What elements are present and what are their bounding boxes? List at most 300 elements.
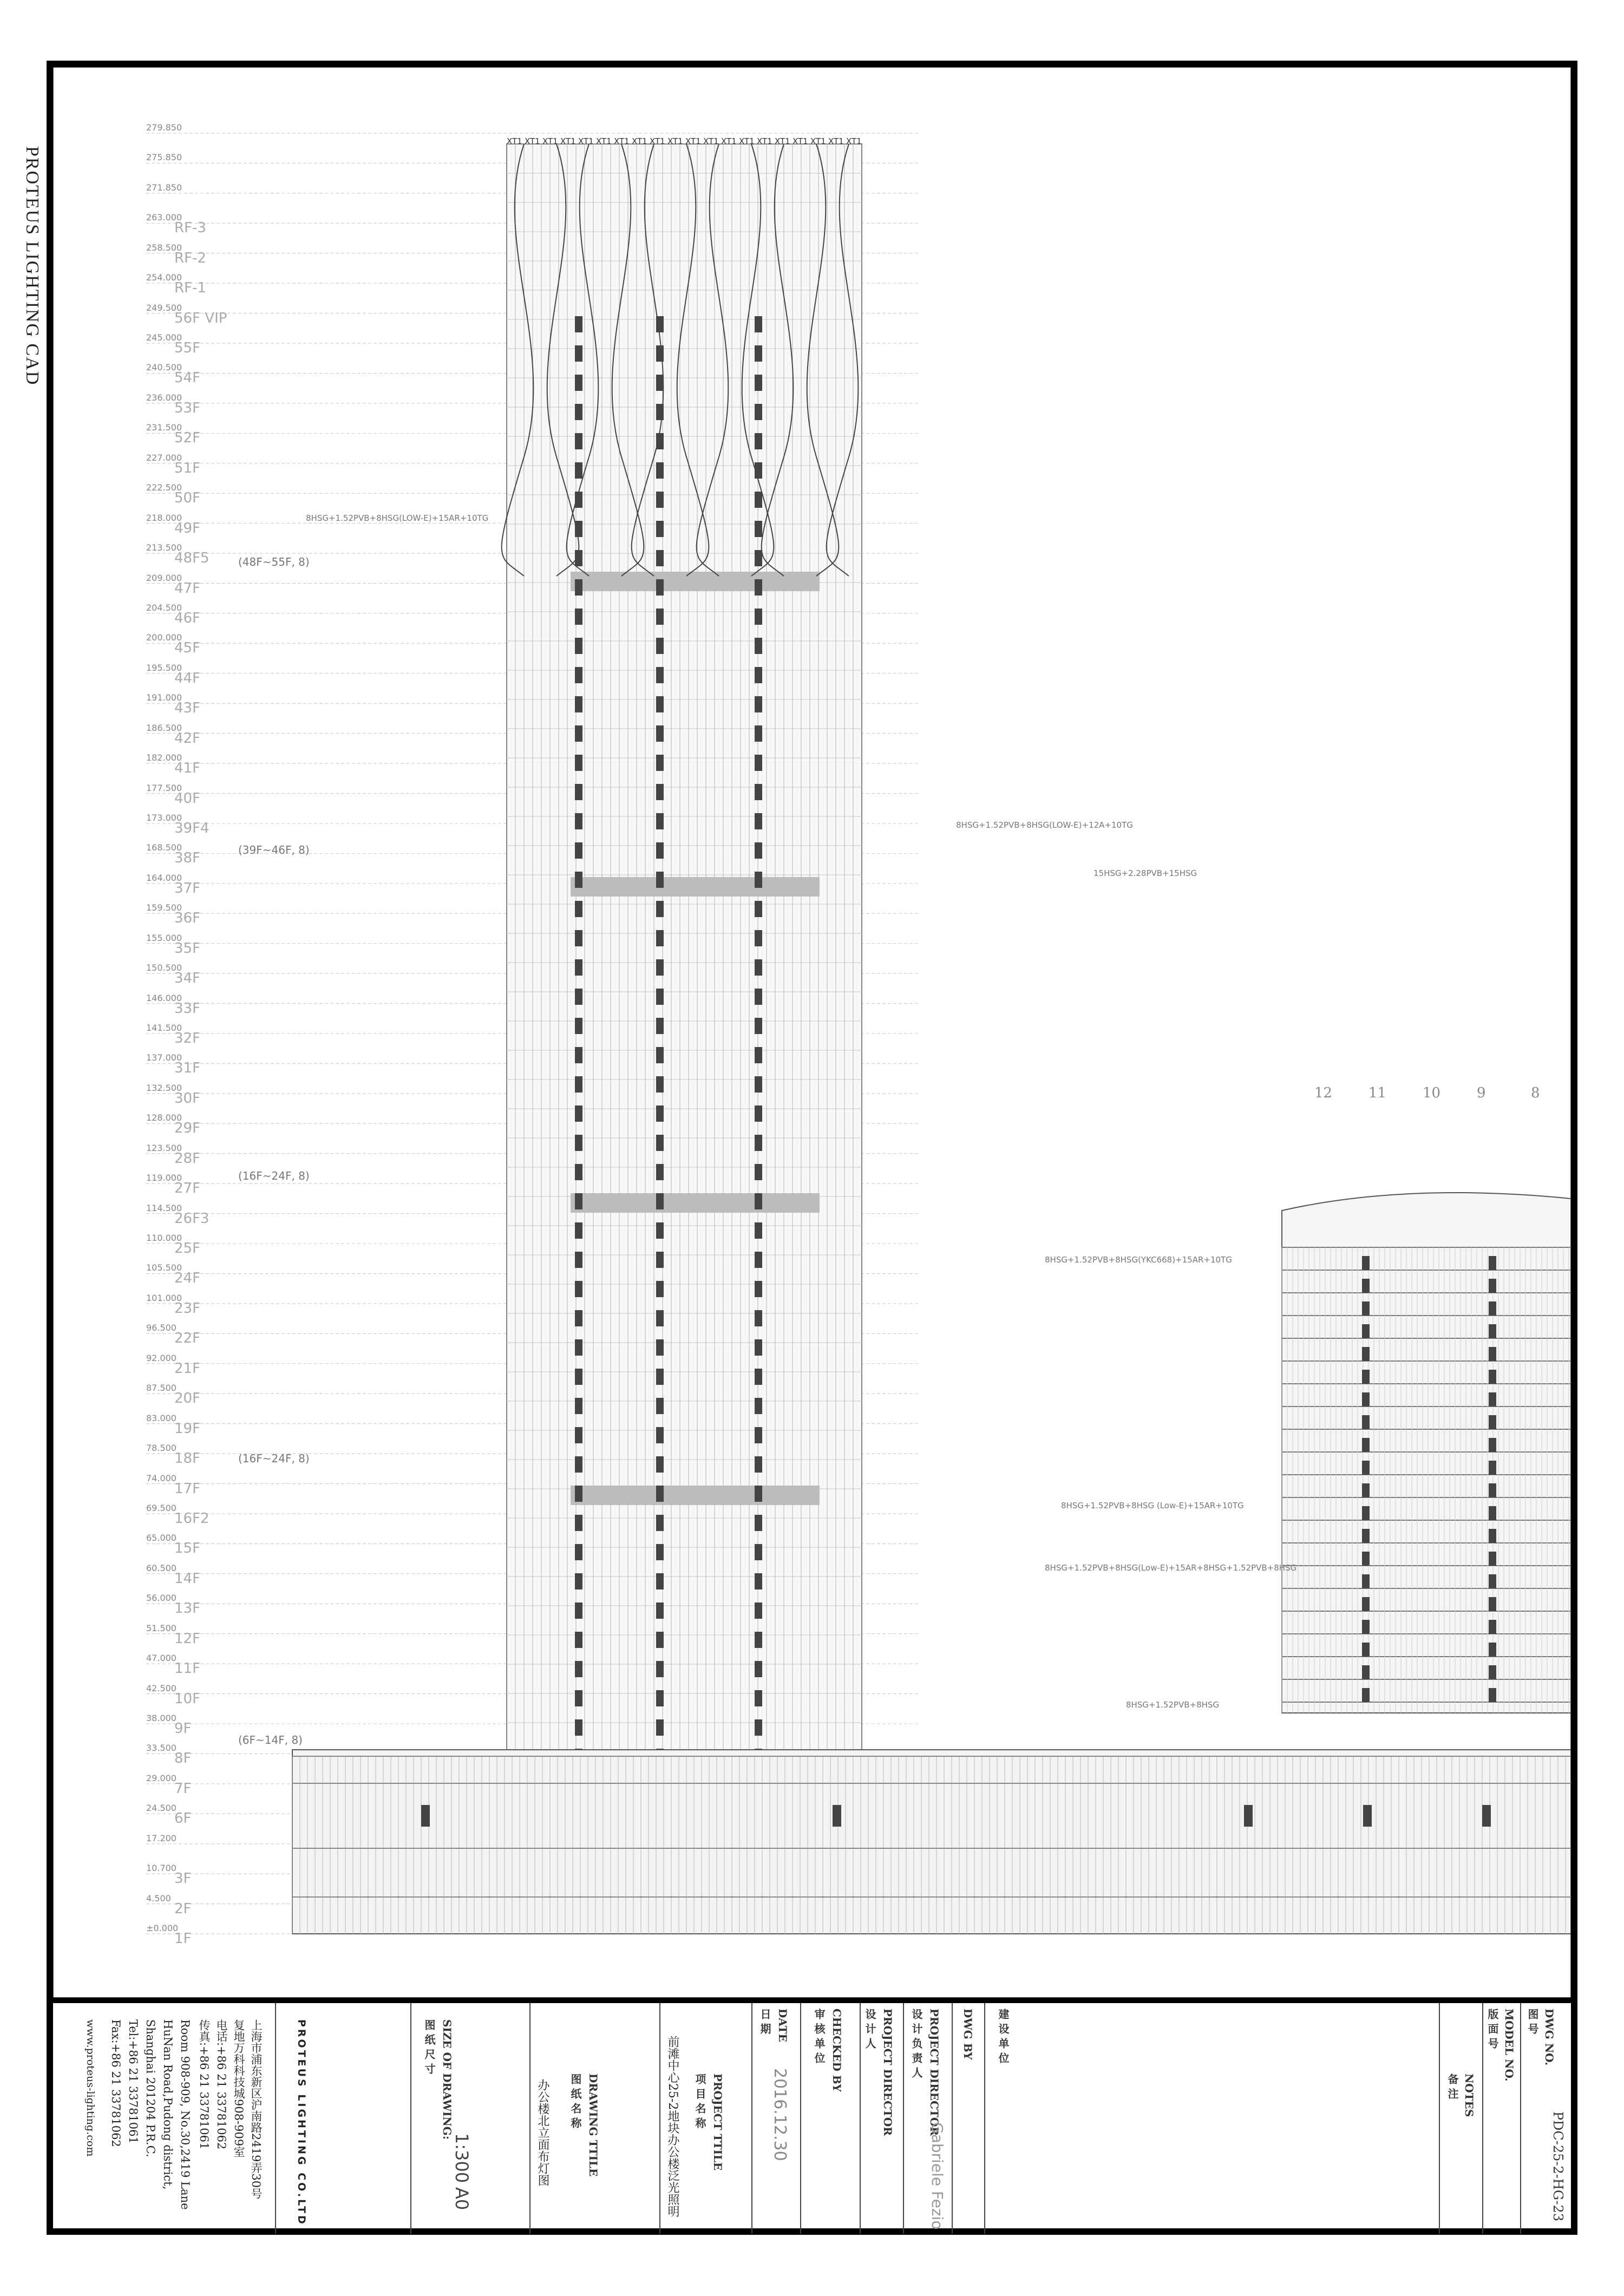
core-window — [656, 1135, 664, 1151]
core-window — [656, 1076, 664, 1093]
date-value: 2016.12.30 — [770, 2068, 789, 2161]
core-window — [575, 784, 582, 800]
core-window — [656, 609, 664, 625]
wing-core-window — [1362, 1506, 1370, 1520]
axis-11: 11 — [1368, 1085, 1387, 1101]
floor-label: 25F — [174, 1240, 201, 1257]
core-window — [656, 1369, 664, 1385]
podium-core-window — [421, 1805, 430, 1827]
glass-spec-5: 8HSG+1.52PVB+8HSG (Low-E)+15AR+10TG — [1061, 1501, 1244, 1510]
model-label-cn: 版 面 号 — [1486, 2009, 1499, 2049]
core-window — [755, 1106, 762, 1122]
elevation-label: 42.500 — [146, 1683, 176, 1693]
floor-label: 44F — [174, 670, 201, 686]
elevation-label: 114.500 — [146, 1202, 182, 1213]
elevation-label: 29.000 — [146, 1772, 176, 1783]
core-window — [575, 901, 582, 917]
core-window — [656, 1339, 664, 1356]
core-window — [575, 638, 582, 654]
elevation-label: 65.000 — [146, 1533, 176, 1543]
wing-core-window — [1489, 1392, 1496, 1407]
core-window — [656, 1047, 664, 1063]
elevation-label: 173.000 — [146, 812, 182, 823]
notes-label-en: NOTES — [1463, 2073, 1476, 2117]
core-window — [656, 755, 664, 771]
core-window — [755, 1427, 762, 1443]
wing-core-window — [1362, 1688, 1370, 1702]
elevation-label: 236.000 — [146, 392, 182, 403]
xt1-label: XT1 — [703, 136, 719, 146]
floor-label: 20F — [174, 1390, 201, 1407]
wing-core-window — [1362, 1665, 1370, 1679]
floor-label: 52F — [174, 430, 201, 447]
core-window — [575, 1573, 582, 1589]
mechanical-band — [571, 1486, 820, 1505]
elevation-label: 200.000 — [146, 632, 182, 643]
floor-label: 13F — [174, 1600, 201, 1617]
notes-label-cn: 备 注 — [1446, 2073, 1459, 2099]
client-column — [984, 2003, 1027, 2234]
elevation-label: 141.500 — [146, 1023, 182, 1033]
dwg-no-label-cn: 图 号 — [1526, 2009, 1539, 2034]
core-window — [656, 1573, 664, 1589]
xt1-label: XT1 — [542, 136, 558, 146]
floor-label: 53F — [174, 400, 201, 416]
core-window — [656, 725, 664, 742]
xt1-label: XT1 — [614, 136, 630, 146]
core-window — [575, 872, 582, 888]
elevation-label: 83.000 — [146, 1412, 176, 1423]
floor-label: RF-2 — [174, 250, 206, 266]
xt1-label: XT1 — [810, 136, 826, 146]
floor-label: 31F — [174, 1060, 201, 1077]
core-window — [656, 1106, 664, 1122]
elevation-label: 87.500 — [146, 1383, 176, 1394]
elevation-label: 10.700 — [146, 1863, 176, 1874]
floor-label: 30F — [174, 1090, 201, 1107]
checked-column — [800, 2003, 860, 2234]
floor-label: 15F — [174, 1540, 201, 1557]
core-window — [755, 1047, 762, 1063]
elevation-label: 258.500 — [146, 242, 182, 253]
core-window — [575, 1398, 582, 1414]
designer-label-en: PROJECT DIRECTOR — [881, 2009, 894, 2136]
wing-core-window — [1362, 1256, 1370, 1270]
core-window — [656, 1515, 664, 1531]
floor-label: 42F — [174, 730, 201, 747]
drawing-title-column — [529, 2003, 605, 2234]
floor-label: 41F — [174, 760, 201, 777]
axis-9: 9 — [1477, 1085, 1486, 1101]
elevation-label: 33.500 — [146, 1743, 176, 1754]
floors-16-24-note-lower: (16F~24F, 8) — [238, 1452, 310, 1465]
floor-label: 6F — [174, 1810, 192, 1827]
core-window — [755, 1135, 762, 1151]
floor-label: 48F5 — [174, 550, 209, 567]
elevation-label: 51.500 — [146, 1623, 176, 1633]
company-name-column — [275, 2003, 318, 2234]
floor-label: 2F — [174, 1900, 192, 1917]
core-window — [656, 1427, 664, 1443]
floor-label: 17F — [174, 1480, 201, 1497]
wing-core-window — [1362, 1574, 1370, 1588]
floor-label: 11F — [174, 1660, 201, 1677]
wing-core-window — [1362, 1347, 1370, 1361]
core-window — [656, 1456, 664, 1473]
core-window — [575, 1047, 582, 1063]
core-window — [755, 1281, 762, 1297]
wing-core-window — [1362, 1370, 1370, 1384]
designer-column — [860, 2003, 903, 2234]
floor-label: 27F — [174, 1180, 201, 1197]
core-window — [755, 433, 762, 449]
core-window — [656, 1281, 664, 1297]
elevation-label: 146.000 — [146, 992, 182, 1003]
size-column — [410, 2003, 481, 2234]
core-window — [575, 1018, 582, 1034]
core-window — [755, 959, 762, 976]
core-window — [575, 316, 582, 332]
elevation-label: 24.500 — [146, 1803, 176, 1814]
core-window — [755, 1164, 762, 1180]
wing-core-window — [1489, 1643, 1496, 1657]
elevation-label: 218.000 — [146, 512, 182, 523]
xt1-label: XT1 — [846, 136, 862, 146]
elevation-label: 101.000 — [146, 1292, 182, 1303]
floor-label: 32F — [174, 1030, 201, 1046]
podium-core-window — [1482, 1805, 1491, 1827]
elevation-label: 60.500 — [146, 1562, 176, 1573]
core-window — [755, 521, 762, 537]
floor-label: 7F — [174, 1780, 192, 1797]
elevation-label: 263.000 — [146, 212, 182, 223]
xt1-label: XT1 — [775, 136, 790, 146]
elevation-label: 209.000 — [146, 572, 182, 583]
phone-cn: 电话:+86 21 33781062 — [215, 2019, 228, 2150]
paper-value: A0 — [451, 2187, 472, 2210]
core-window — [575, 813, 582, 829]
core-window — [575, 1193, 582, 1209]
core-window — [755, 989, 762, 1005]
elevation-label: 177.500 — [146, 782, 182, 793]
brand-label: PROTEUS LIGHTING CAD — [22, 146, 42, 386]
core-window — [575, 1719, 582, 1736]
core-window — [755, 813, 762, 829]
core-window — [656, 433, 664, 449]
wing-core-window — [1362, 1324, 1370, 1338]
model-column — [1482, 2003, 1520, 2234]
floor-label: 16F2 — [174, 1510, 209, 1527]
fax-en: Fax:+86 21 33781062 — [109, 2019, 122, 2147]
xt1-label: XT1 — [632, 136, 647, 146]
core-window — [656, 1018, 664, 1034]
core-window — [656, 1222, 664, 1239]
core-window — [656, 784, 664, 800]
glass-spec-1: 8HSG+1.52PVB+8HSG(LOW-E)+15AR+10TG — [306, 513, 489, 523]
core-window — [656, 1661, 664, 1677]
dwg-no-column — [1520, 2003, 1571, 2234]
core-window — [755, 1690, 762, 1706]
floor-label: 3F — [174, 1870, 192, 1887]
core-window — [656, 1602, 664, 1619]
wing-core-window — [1489, 1256, 1496, 1270]
wing-core-window — [1362, 1620, 1370, 1634]
elevation-label: 159.500 — [146, 902, 182, 913]
date-column — [751, 2003, 800, 2234]
project-title-label-en: PROJECT TTILE — [711, 2073, 724, 2171]
core-window — [575, 755, 582, 771]
core-window — [755, 1486, 762, 1502]
elevation-label: 240.500 — [146, 362, 182, 373]
core-window — [755, 1310, 762, 1326]
xt1-label: XT1 — [507, 136, 522, 146]
elevation-label: 92.000 — [146, 1352, 176, 1363]
floor-label: 33F — [174, 1000, 201, 1017]
floor-label: 9F — [174, 1720, 192, 1737]
model-label-en: MODEL NO. — [1503, 2009, 1516, 2082]
elevation-label: 150.500 — [146, 963, 182, 973]
core-window — [656, 1252, 664, 1268]
podium-core-window — [833, 1805, 841, 1827]
core-window — [656, 1632, 664, 1648]
elevation-label: 164.000 — [146, 872, 182, 883]
core-window — [755, 1456, 762, 1473]
scale-value: 1:300 — [451, 2133, 472, 2183]
core-window — [656, 1690, 664, 1706]
axis-10: 10 — [1423, 1085, 1441, 1101]
glass-spec-3: 15HSG+2.28PVB+15HSG — [1093, 868, 1197, 878]
floor-label: RF-3 — [174, 220, 206, 237]
wing-core-window — [1489, 1506, 1496, 1520]
checked-label-cn: 审 核 单 位 — [813, 2009, 826, 2063]
wing-core-window — [1489, 1438, 1496, 1452]
xt1-label: XT1 — [739, 136, 755, 146]
core-window — [755, 579, 762, 596]
wing-core-window — [1362, 1301, 1370, 1316]
core-window — [755, 492, 762, 508]
core-window — [656, 901, 664, 917]
notes-column — [1439, 2003, 1482, 2234]
floor-label: 40F — [174, 790, 201, 807]
core-window — [575, 989, 582, 1005]
core-window — [656, 1193, 664, 1209]
core-window — [755, 667, 762, 683]
elevation-label: 245.000 — [146, 332, 182, 343]
elevation-label: 182.000 — [146, 753, 182, 763]
core-window — [656, 375, 664, 391]
elevation-label: ±0.000 — [146, 1923, 179, 1933]
elevation-label: 137.000 — [146, 1052, 182, 1063]
floor-label: 24F — [174, 1270, 201, 1287]
elevation-label: 213.500 — [146, 542, 182, 553]
glass-spec-7: 8HSG+1.52PVB+8HSG — [1126, 1700, 1220, 1710]
core-window — [575, 842, 582, 859]
core-window — [755, 1602, 762, 1619]
xt1-label: XT1 — [828, 136, 844, 146]
xt1-label: XT1 — [560, 136, 576, 146]
core-window — [755, 345, 762, 362]
checked-label-en: CHECKED BY — [830, 2009, 843, 2092]
core-window — [755, 1222, 762, 1239]
wing-core-window — [1489, 1347, 1496, 1361]
dwg-no-label-en: DWG NO. — [1543, 2009, 1556, 2066]
core-window — [575, 1310, 582, 1326]
floor-label: 56F VIP — [174, 310, 227, 326]
core-window — [575, 1661, 582, 1677]
core-window — [575, 1135, 582, 1151]
core-window — [656, 1486, 664, 1502]
floor-label: 21F — [174, 1360, 201, 1377]
date-label-en: DATE — [776, 2009, 789, 2042]
core-window — [755, 1369, 762, 1385]
wing-core-window — [1362, 1438, 1370, 1452]
elevation-label: 119.000 — [146, 1173, 182, 1183]
core-window — [656, 696, 664, 712]
floor-label: 47F — [174, 580, 201, 597]
drawing-title-label-cn: 图 纸 名 称 — [569, 2073, 582, 2128]
wing-core-window — [1489, 1370, 1496, 1384]
elevation-label: 17.200 — [146, 1833, 176, 1843]
elevation-label: 168.500 — [146, 842, 182, 853]
glass-spec-6: 8HSG+1.52PVB+8HSG(Low-E)+15AR+8HSG+1.52PVB+8HSG — [1045, 1563, 1297, 1573]
core-window — [755, 1661, 762, 1677]
core-window — [755, 404, 762, 420]
podium-core-window — [1244, 1805, 1253, 1827]
core-window — [575, 462, 582, 479]
core-window — [656, 638, 664, 654]
elevation-label: 132.500 — [146, 1082, 182, 1093]
drawing-title-label-en: DRAWING TTILE — [587, 2073, 600, 2177]
floor-label: 43F — [174, 700, 201, 717]
core-window — [656, 959, 664, 976]
core-window — [755, 1252, 762, 1268]
core-window — [575, 1252, 582, 1268]
core-window — [656, 1164, 664, 1180]
core-window — [575, 1632, 582, 1648]
wing-core-window — [1362, 1279, 1370, 1293]
core-window — [755, 375, 762, 391]
core-window — [656, 550, 664, 566]
floor-label: RF-1 — [174, 280, 206, 297]
tel-en: Tel:+86 21 33781061 — [127, 2019, 140, 2144]
core-window — [656, 521, 664, 537]
fax-cn: 传真:+86 21 33781061 — [198, 2019, 211, 2150]
core-window — [755, 1719, 762, 1736]
floor-label: 19F — [174, 1420, 201, 1437]
dwg-by-column — [952, 2003, 984, 2234]
wing-core-window — [1489, 1597, 1496, 1611]
elevation-label: 204.500 — [146, 602, 182, 613]
elevation-drawing — [53, 67, 1571, 1998]
xt1-label: XT1 — [650, 136, 665, 146]
podium-core-window — [1363, 1805, 1372, 1827]
project-title-column — [659, 2003, 751, 2234]
drawing-title: 办公楼北立面布灯图 — [536, 2079, 549, 2186]
address-cn-1: 上海市浦东新区沪南路2419弄30号 — [250, 2019, 263, 2200]
project-director-name: Gabriele Fezio — [928, 2122, 946, 2230]
elevation-label: 78.500 — [146, 1443, 176, 1454]
elevation-label: 254.000 — [146, 272, 182, 283]
core-window — [575, 579, 582, 596]
core-window — [656, 1398, 664, 1414]
xt1-label: XT1 — [578, 136, 594, 146]
elevation-label: 191.000 — [146, 692, 182, 703]
elevation-label: 279.850 — [146, 122, 182, 133]
wing-core-window — [1362, 1552, 1370, 1566]
floor-label: 28F — [174, 1150, 201, 1167]
wing-core-window — [1362, 1461, 1370, 1475]
floor-label: 8F — [174, 1750, 192, 1767]
core-window — [656, 1719, 664, 1736]
elevation-label: 222.500 — [146, 482, 182, 493]
wing-core-window — [1489, 1529, 1496, 1543]
core-window — [755, 609, 762, 625]
core-window — [755, 638, 762, 654]
size-label-cn: 图 纸 尺 寸 — [423, 2019, 436, 2074]
xt1-label: XT1 — [685, 136, 701, 146]
core-window — [755, 1515, 762, 1531]
floor-label: 10F — [174, 1690, 201, 1707]
core-window — [575, 433, 582, 449]
podium-facade — [292, 1750, 1571, 1934]
elevation-label: 105.500 — [146, 1263, 182, 1273]
core-window — [755, 1544, 762, 1560]
xt1-label: XT1 — [757, 136, 772, 146]
core-window — [755, 1339, 762, 1356]
core-window — [656, 579, 664, 596]
project-title-label-cn: 项 目 名 称 — [693, 2073, 706, 2128]
wing-core-window — [1489, 1301, 1496, 1316]
elevation-label: 128.000 — [146, 1113, 182, 1123]
glass-spec-4: 8HSG+1.52PVB+8HSG(YKC668)+15AR+10TG — [1045, 1255, 1232, 1265]
floors-6-14-note: (6F~14F, 8) — [238, 1734, 303, 1746]
mechanical-band — [571, 877, 820, 897]
core-window — [755, 755, 762, 771]
core-window — [755, 842, 762, 859]
floor-label: 23F — [174, 1300, 201, 1317]
project-title: 前滩中心25-2地块办公楼泛光照明 — [666, 2036, 679, 2217]
glass-spec-2: 8HSG+1.52PVB+8HSG(LOW-E)+12A+10TG — [956, 820, 1133, 830]
wing-core-window — [1489, 1415, 1496, 1429]
elevation-label: 96.500 — [146, 1323, 176, 1333]
wing-core-window — [1489, 1665, 1496, 1679]
wing-core-window — [1362, 1643, 1370, 1657]
elevation-label: 69.500 — [146, 1502, 176, 1513]
date-label-cn: 日 期 — [758, 2009, 771, 2034]
xt1-label: XT1 — [667, 136, 683, 146]
dwg-no-value: PDC-25-2-HG-23 — [1550, 2111, 1566, 2222]
core-window — [656, 667, 664, 683]
core-window — [575, 696, 582, 712]
core-window — [656, 872, 664, 888]
floors-16-24-note: (16F~24F, 8) — [238, 1169, 310, 1182]
elevation-label: 123.500 — [146, 1142, 182, 1153]
elevation-label: 249.500 — [146, 302, 182, 313]
core-window — [575, 1427, 582, 1443]
xt1-label: XT1 — [721, 136, 737, 146]
floor-label: 1F — [174, 1931, 192, 1947]
floor-label: 50F — [174, 490, 201, 507]
core-window — [575, 1544, 582, 1560]
core-window — [575, 1456, 582, 1473]
core-window — [755, 901, 762, 917]
core-window — [656, 1310, 664, 1326]
wing-core-window — [1489, 1688, 1496, 1702]
core-window — [575, 1602, 582, 1619]
core-window — [755, 696, 762, 712]
core-window — [575, 404, 582, 420]
elevation-label: 227.000 — [146, 452, 182, 463]
